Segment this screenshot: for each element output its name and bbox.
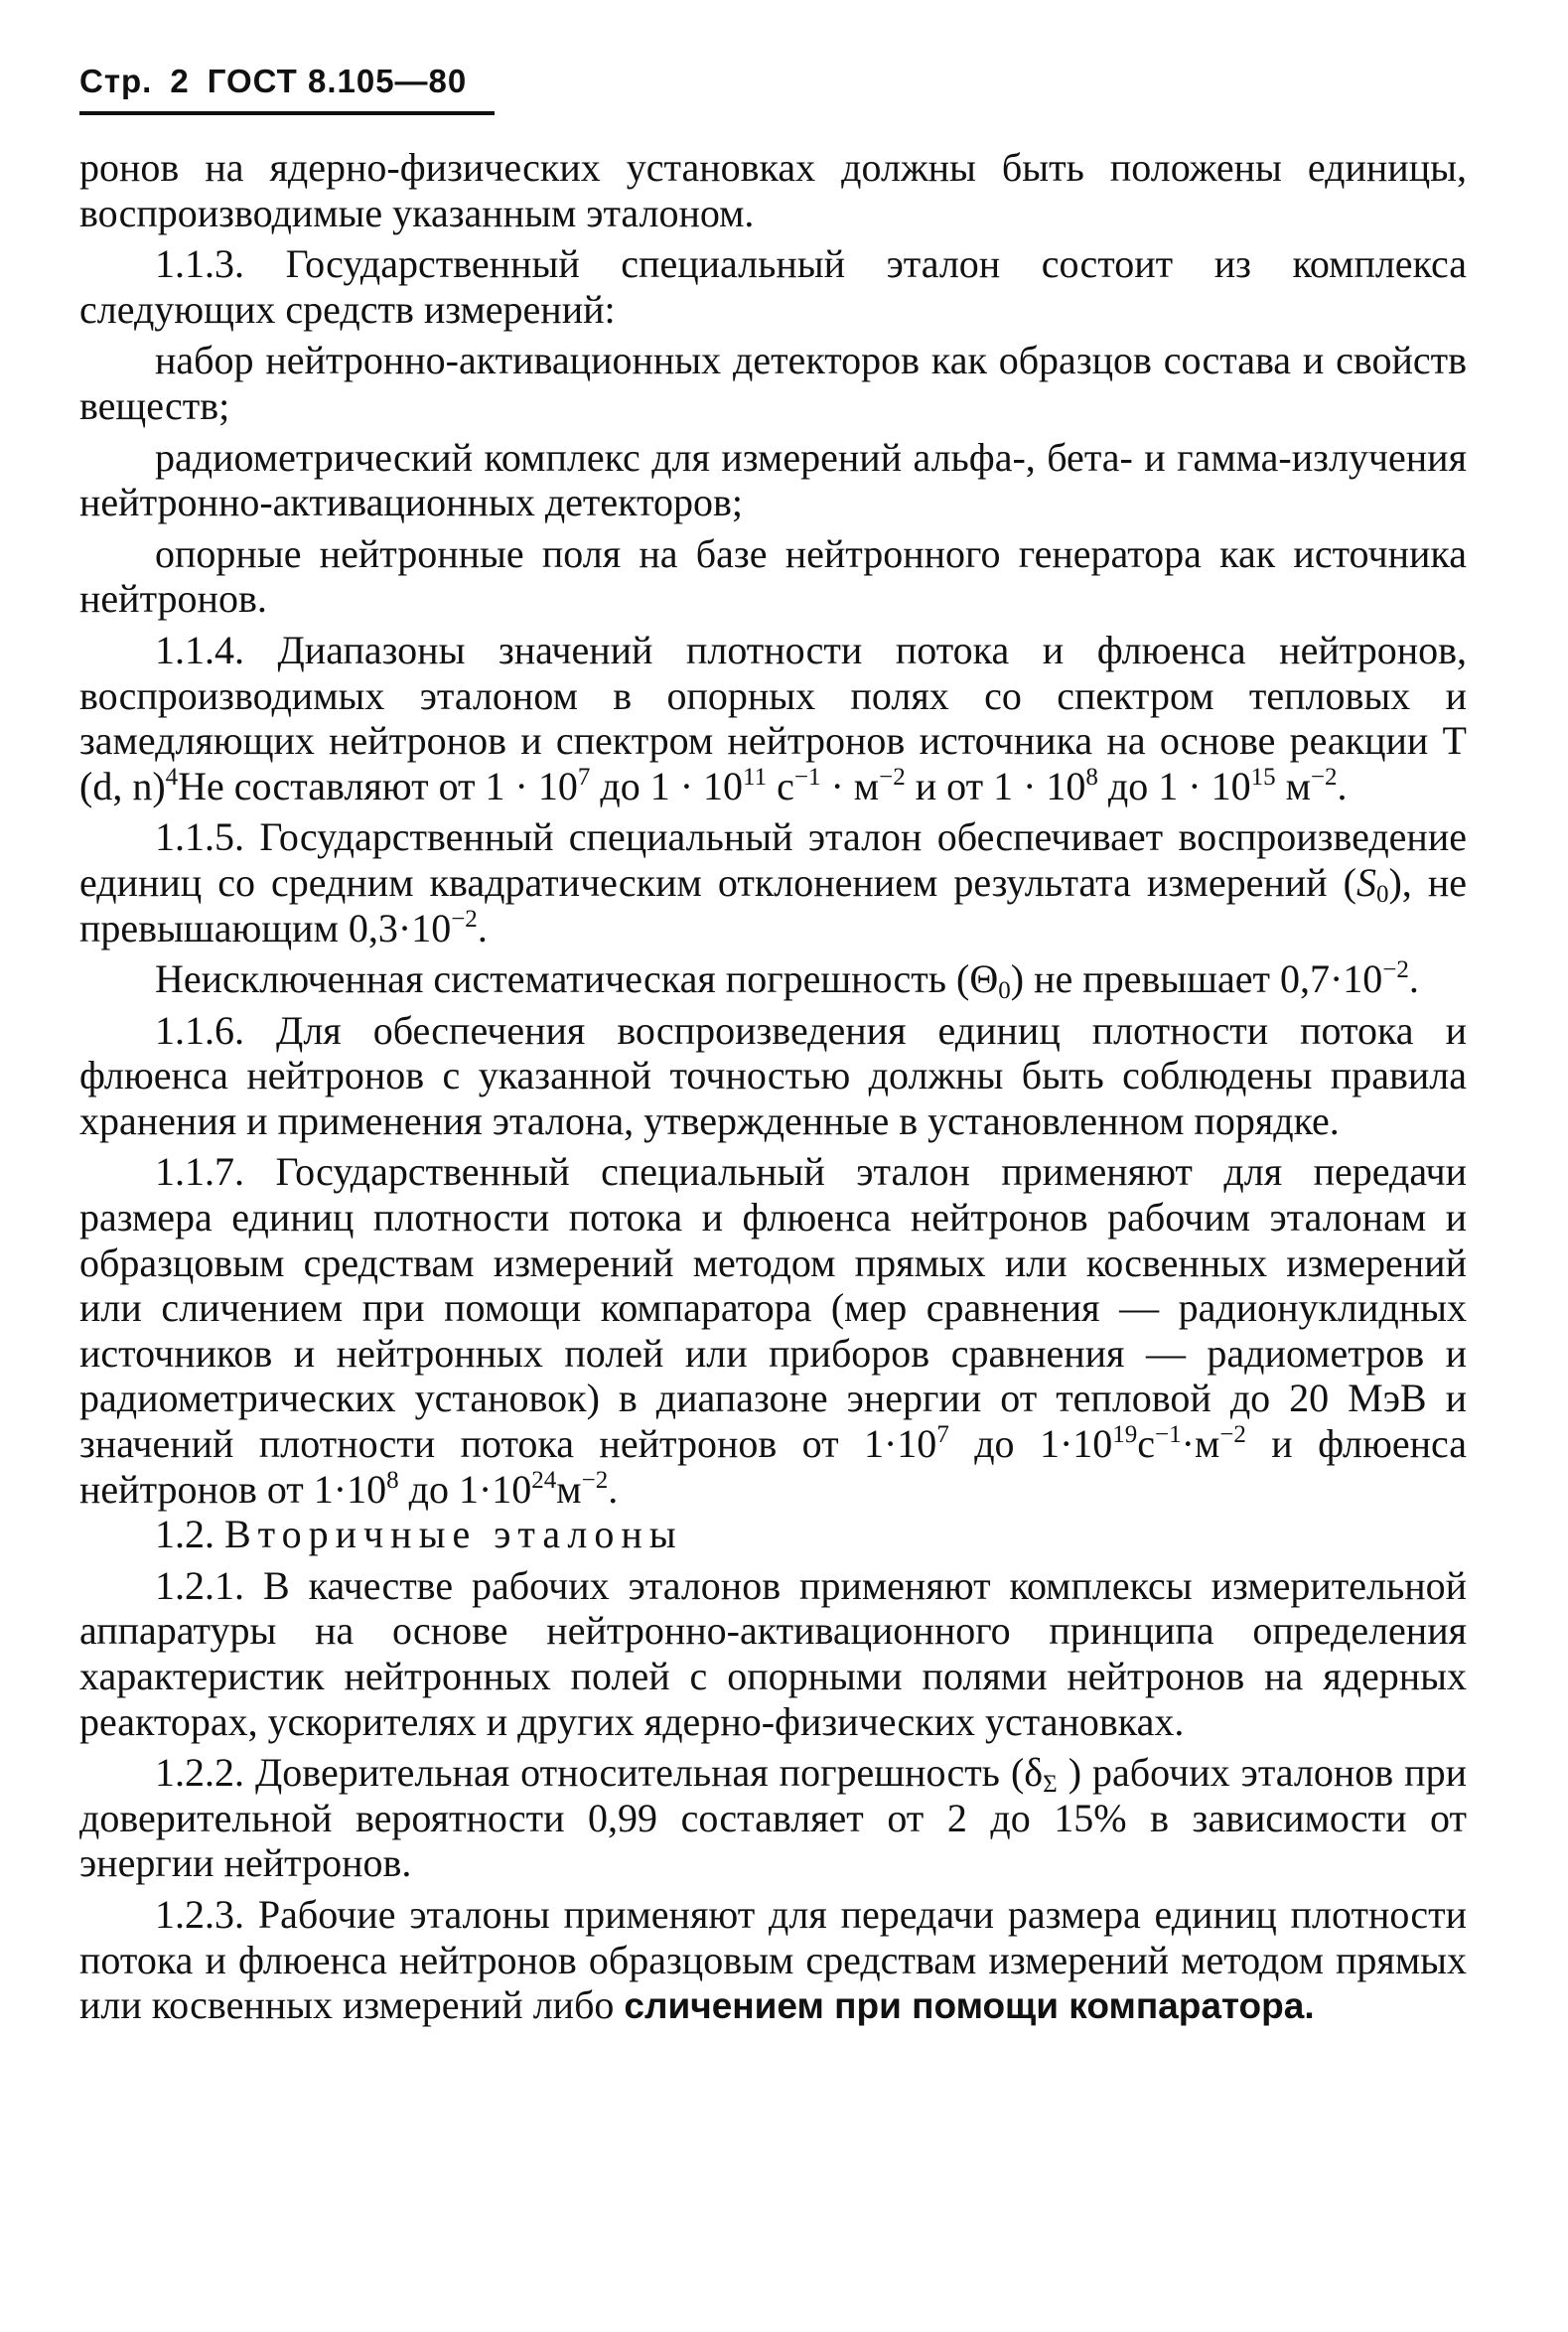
paragraph-1-2-3: 1.2.3. Рабочие эталоны применяют для передачи размера единиц плотности потока и флюенса нейтронов образцовым средствам измерений методом прямых или косвенных измерений либо сличением при помощи компаратора. bbox=[79, 1891, 1467, 2028]
page-label: Стр. bbox=[79, 63, 153, 99]
paragraph-continuation: ронов на ядерно-физических установках должны быть положены единицы, воспроизводимые указанным эталоном. bbox=[79, 145, 1467, 235]
page-number: 2 bbox=[170, 63, 190, 99]
paragraph-1-2-2: 1.2.2. Доверительная относительная погрешность ($\delta_\Sigma$ ) рабочих эталонов при доверительной вероятности 0,99 составляет от 2 до 15% в зависимости от энергии нейтронов. bbox=[79, 1750, 1467, 1886]
paragraph-1-1-4: 1.1.4. Диапазоны значений плотности потока и флюенса нейтронов, воспроизводимых эталоном в опорных полях со спектром тепловых и замедляющих нейтронов и спектром нейтронов источника на основе реакции T (d, n)$^4$He составляют от $1 \cdot 10^7$ до $1 \cdot 10^{11}$ $с^{-1} \cdot м^{-2}$ и от $1 \cdot 10^8$ до $1 \cdot 10^{15}$ $м^{-2}$. bbox=[79, 627, 1467, 808]
paragraph-1-1-3: 1.1.3. Государственный специальный эталон состоит из комплекса следующих средств измерений: bbox=[79, 241, 1467, 332]
paragraph-1-1-6: 1.1.6. Для обеспечения воспроизведения единиц плотности потока и флюенса нейтронов с указанной точностью должны быть соблюдены правила хранения и применения эталона, утвержденные в установленном порядке. bbox=[79, 1007, 1467, 1143]
page-header bbox=[79, 62, 467, 101]
paragraph-1-1-7: 1.1.7. Государственный специальный эталон применяют для передачи размера единиц плотности потока и флюенса нейтронов рабочим эталонам и образцовым средствам измерений методом прямых или косвенных измерений или сличением при помощи компаратора (мер сравнения — радионуклидных источников и нейтронных полей или приборов сравнения — радиометров и радиометрических установок) в диапазоне энергии от тепловой до 20 МэВ и значений плотности потока нейтронов от $1\cdot 10^7$ до $1\cdot 10^{19}с^{-1}\cdot м^{-2}$ и флюенса нейтронов от $1\cdot 10^8$ до $1\cdot 10^{24}м^{-2}$. bbox=[79, 1149, 1468, 1512]
document-body bbox=[79, 145, 1467, 2029]
section-heading-1-2: 1.2. Вторичные эталоны bbox=[155, 1512, 683, 1557]
list-item-reference-fields: опорные нейтронные поля на базе нейтронного генератора как источника нейтронов. bbox=[79, 530, 1467, 622]
header-underline bbox=[79, 111, 495, 115]
list-item-radiometric-complex: радиометрический комплекс для измерений альфа-, бета- и гамма-излучения нейтронно-активационных детекторов; bbox=[79, 434, 1467, 525]
paragraph-systematic-error: Неисключенная систематическая погрешность $(\Theta_0)$ не превышает $0,7\cdot 10^{-2}$. bbox=[155, 956, 1419, 1005]
standard-designation: ГОСТ 8.105—80 bbox=[207, 63, 468, 99]
paragraph-1-1-5: 1.1.5. Государственный специальный эталон обеспечивает воспроизведение единиц со средним квадратическим отклонением результата измерений $(S_0)$, не превышающим $0,3\cdot 10^{-2}$. bbox=[79, 814, 1467, 950]
paragraph-1-2-1: 1.2.1. В качестве рабочих эталонов применяют комплексы измерительной аппаратуры на основе нейтронно-активационного принципа определения характеристик нейтронных полей с опорными полями нейтронов на ядерных реакторах, ускорителях и других ядерно-физических установках. bbox=[79, 1562, 1467, 1744]
list-item-detectors: набор нейтронно-активационных детекторов как образцов состава и свойств веществ; bbox=[79, 338, 1467, 428]
